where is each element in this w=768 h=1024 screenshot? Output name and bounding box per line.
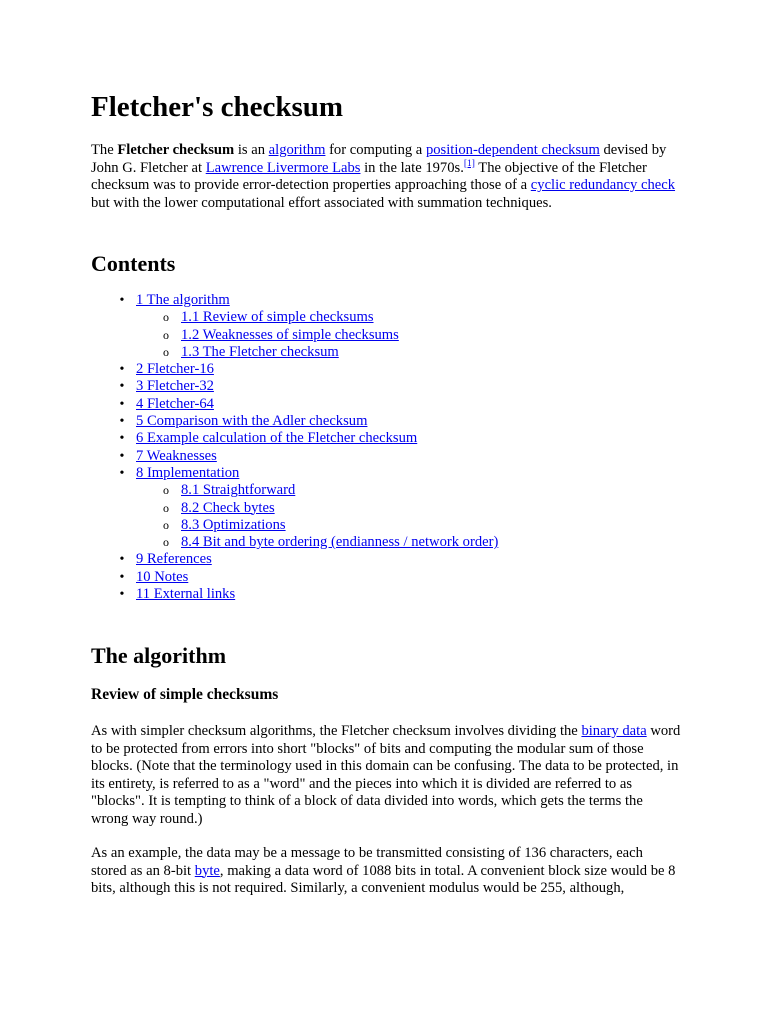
toc-link[interactable]: 1.2 Weaknesses of simple checksums (181, 326, 399, 343)
section-heading-the-algorithm: The algorithm (91, 643, 227, 668)
intro-text: for computing a (325, 142, 426, 158)
algorithm-paragraph-1 (91, 723, 681, 829)
bullet-circle-icon: o (163, 327, 169, 342)
intro-paragraph (91, 142, 681, 212)
intro-text: is an (234, 142, 269, 158)
toc-item (91, 292, 691, 309)
toc-item (91, 413, 691, 430)
bullet-disc-icon: • (119, 396, 125, 412)
link-byte[interactable]: byte (194, 862, 220, 879)
toc-item (91, 378, 691, 395)
bullet-disc-icon: • (119, 362, 125, 378)
paragraph-text: word to be protected from errors into short "blocks" of bits and computing the modular sum of those blocks. (Note that the terminology used in this domain can be confusing. The data to be protected, in its entirety, is referred to as a "word" and the pieces into which it is divided are referred to as "blocks". It is tempting to think of a block of data divided into words, which gets the terms the wrong way round.) (91, 723, 681, 827)
toc-item (91, 396, 691, 413)
contents-heading: Contents (91, 251, 176, 276)
toc-link[interactable]: 1 The algorithm (136, 292, 230, 308)
intro-bold-term: Fletcher checksum (117, 142, 235, 158)
toc-item (91, 327, 691, 344)
toc-item (91, 344, 691, 361)
bullet-circle-icon: o (163, 500, 169, 515)
toc-item (91, 448, 691, 465)
bullet-circle-icon: o (163, 535, 169, 550)
toc-link[interactable]: 3 Fletcher-32 (136, 378, 214, 395)
bullet-disc-icon: • (119, 431, 125, 447)
toc-item (91, 500, 691, 517)
algorithm-paragraph-2 (91, 845, 681, 898)
bullet-disc-icon: • (119, 448, 125, 464)
toc-item (91, 534, 691, 551)
toc-link[interactable]: 9 References (136, 551, 212, 568)
toc-link[interactable]: 1.1 Review of simple checksums (181, 309, 374, 326)
reference-link-1[interactable]: [1] (463, 158, 475, 169)
bullet-disc-icon: • (119, 414, 125, 430)
bullet-circle-icon: o (163, 517, 169, 532)
toc-link[interactable]: 8.3 Optimizations (181, 516, 286, 533)
bullet-circle-icon: o (163, 310, 169, 325)
subsection-heading-review: Review of simple checksums (91, 686, 279, 703)
paragraph-text: As with simpler checksum algorithms, the Fletcher checksum involves dividing the (91, 723, 582, 739)
bullet-disc-icon: • (119, 552, 125, 568)
bullet-disc-icon: • (119, 587, 125, 603)
toc-link[interactable]: 11 External links (136, 586, 236, 603)
toc-item (91, 517, 691, 534)
page-title: Fletcher's checksum (91, 91, 344, 123)
bullet-circle-icon: o (163, 344, 169, 359)
paragraph-text: As an example, the data may be a message to be transmitted consisting of 136 characters, each stored as an 8-bit (91, 845, 643, 879)
toc-item (91, 465, 691, 482)
bullet-disc-icon: • (119, 465, 125, 481)
bullet-circle-icon: o (163, 483, 169, 498)
toc-link[interactable]: 2 Fletcher-16 (136, 361, 214, 378)
toc-link[interactable]: 7 Weaknesses (136, 447, 217, 464)
toc-item (91, 430, 691, 447)
toc-link[interactable]: 8.1 Straightforward (181, 482, 296, 499)
toc-link[interactable]: 5 Comparison with the Adler checksum (136, 413, 368, 430)
bullet-disc-icon: • (119, 293, 125, 308)
toc-item (91, 361, 691, 378)
toc-link[interactable]: 10 Notes (136, 568, 189, 585)
toc-item (91, 309, 691, 326)
table-of-contents (91, 292, 691, 603)
link-binary-data[interactable]: binary data (581, 723, 647, 739)
toc-item (91, 482, 691, 499)
toc-item (91, 569, 691, 586)
bullet-disc-icon: • (119, 379, 125, 395)
link-algorithm[interactable]: algorithm (268, 142, 326, 158)
intro-text: The (91, 142, 118, 158)
intro-text: The objective of the Fletcher checksum was to provide error-detection properties approaching those of a (91, 159, 647, 194)
toc-link[interactable]: 8 Implementation (136, 464, 240, 481)
toc-link[interactable]: 1.3 The Fletcher checksum (181, 343, 339, 360)
link-position-dependent-checksum[interactable]: position-dependent checksum (425, 142, 600, 158)
toc-item (91, 551, 691, 568)
link-lawrence-livermore-labs[interactable]: Lawrence Livermore Labs (205, 159, 361, 176)
toc-link[interactable]: 8.4 Bit and byte ordering (endianness / network order) (181, 534, 499, 551)
toc-item (91, 586, 691, 603)
paragraph-text: , making a data word of 1088 bits in total. A convenient block size would be 8 bits, although this is not required. Similarly, a convenient modulus would be 255, although, (91, 862, 676, 897)
bullet-disc-icon: • (119, 569, 125, 585)
intro-text: devised by John G. Fletcher at (91, 142, 667, 176)
intro-text: but with the lower computational effort associated with summation techniques. (91, 194, 552, 211)
toc-link[interactable]: 4 Fletcher-64 (136, 395, 214, 412)
toc-link[interactable]: 6 Example calculation of the Fletcher checksum (136, 430, 418, 447)
intro-text: in the late 1970s. (360, 159, 464, 176)
toc-link[interactable]: 8.2 Check bytes (181, 499, 275, 516)
link-cyclic-redundancy-check[interactable]: cyclic redundancy check (530, 177, 676, 194)
